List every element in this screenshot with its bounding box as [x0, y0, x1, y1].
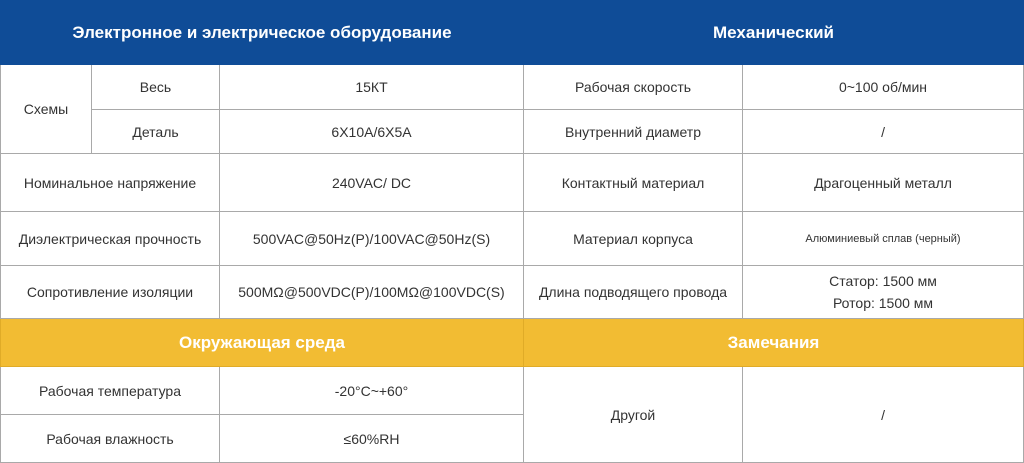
speed-label: Рабочая скорость	[524, 65, 743, 110]
insulation-value: 500MΩ@500VDC(P)/100MΩ@100VDC(S)	[220, 266, 524, 319]
lead-length-rotor: Ротор: 1500 мм	[832, 295, 934, 311]
rated-voltage-label: Номинальное напряжение	[1, 154, 220, 212]
dielectric-label: Диэлектрическая прочность	[1, 212, 220, 266]
humidity-value: ≤60%RH	[220, 415, 524, 463]
table-row	[1, 367, 1024, 415]
detail-value: 6X10A/6X5A	[220, 110, 524, 154]
section-header-row	[1, 319, 1024, 367]
section-header-mechanical: Механический	[524, 1, 1024, 65]
insulation-label: Сопротивление изоляции	[1, 266, 220, 319]
section-header-environment: Окружающая среда	[1, 319, 524, 367]
housing-value: Алюминиевый сплав (черный)	[743, 212, 1024, 266]
dielectric-value: 500VAC@50Hz(P)/100VAC@50Hz(S)	[220, 212, 524, 266]
section-header-row	[1, 1, 1024, 65]
lead-length-value	[743, 266, 1024, 319]
inner-diameter-label: Внутренний диаметр	[524, 110, 743, 154]
detail-label: Деталь	[92, 110, 220, 154]
temp-value: -20°C~+60°	[220, 367, 524, 415]
rated-voltage-value: 240VAC/ DC	[220, 154, 524, 212]
table-row	[1, 212, 1024, 266]
speed-value: 0~100 об/мин	[743, 65, 1024, 110]
contact-material-label: Контактный материал	[524, 154, 743, 212]
humidity-label: Рабочая влажность	[1, 415, 220, 463]
section-header-electrical: Электронное и электрическое оборудование	[1, 1, 524, 65]
housing-label: Материал корпуса	[524, 212, 743, 266]
total-label: Весь	[92, 65, 220, 110]
lead-length-stator: Статор: 1500 мм	[829, 273, 937, 289]
other-label: Другой	[524, 367, 743, 463]
circuits-label: Схемы	[1, 65, 92, 154]
section-header-remarks: Замечания	[524, 319, 1024, 367]
other-value: /	[743, 367, 1024, 463]
lead-length-label: Длина подводящего провода	[524, 266, 743, 319]
table-row	[1, 154, 1024, 212]
temp-label: Рабочая температура	[1, 367, 220, 415]
total-value: 15КТ	[220, 65, 524, 110]
table-row	[1, 110, 1024, 154]
table-row	[1, 65, 1024, 110]
inner-diameter-value: /	[743, 110, 1024, 154]
table-row	[1, 266, 1024, 319]
contact-material-value: Драгоценный металл	[743, 154, 1024, 212]
